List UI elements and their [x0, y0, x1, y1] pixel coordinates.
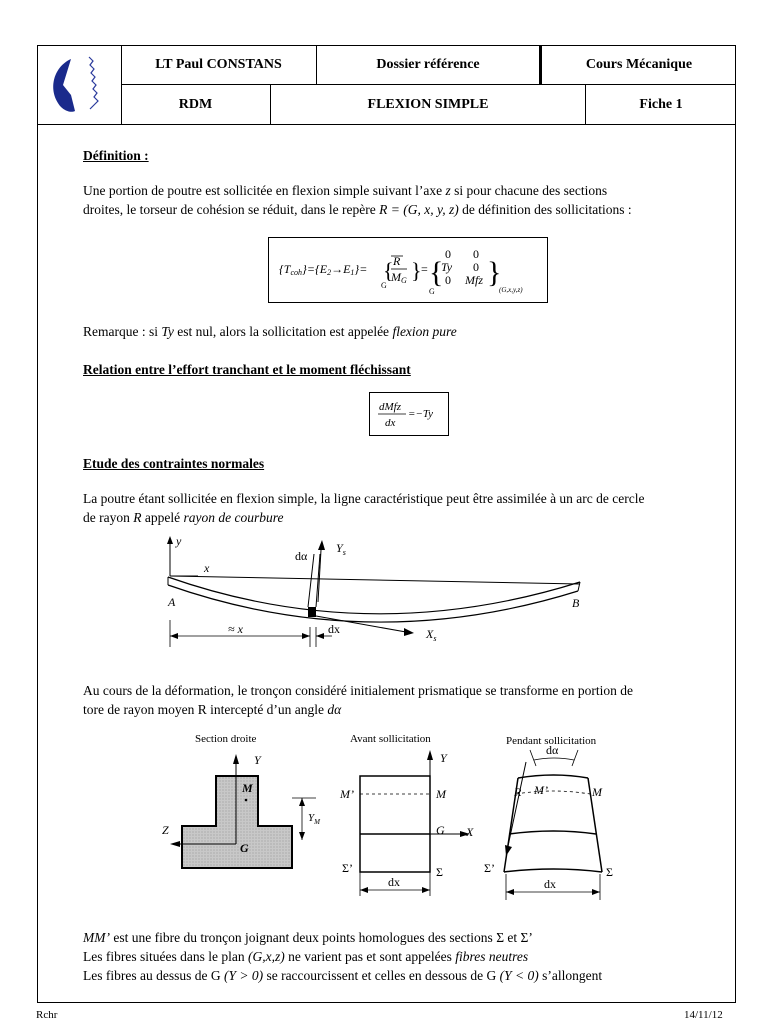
- normal-stress-heading: Etude des contraintes normales: [83, 456, 265, 471]
- svg-text:Y: Y: [440, 751, 447, 765]
- subject-cell: RDM: [121, 85, 271, 124]
- svg-text:dx: dx: [385, 417, 396, 429]
- remark-text: Remarque : si Ty est nul, alors la sollicitation est appelée flexion pure: [83, 324, 457, 339]
- svg-text:G: G: [436, 823, 445, 837]
- svg-text:M’: M’: [340, 787, 354, 801]
- svg-text:0: 0: [445, 273, 451, 287]
- svg-text:G: G: [240, 841, 249, 855]
- section-figure: [150, 726, 630, 916]
- svg-text:Z: Z: [162, 823, 169, 837]
- cohesion-torsor-formula: [268, 237, 548, 303]
- svg-text:dMfz: dMfz: [379, 401, 401, 413]
- beam-figure: [150, 532, 600, 672]
- svg-text:}: }: [411, 258, 422, 283]
- svg-text:X: X: [466, 825, 474, 839]
- svg-text:Ty: Ty: [441, 260, 453, 274]
- svg-text:{Tcoh}={E2→E1}=: {Tcoh}={E2→E1}=: [279, 262, 368, 277]
- svg-text:Σ: Σ: [436, 865, 443, 879]
- svg-text:0: 0: [473, 247, 479, 261]
- svg-text:Section droite: Section droite: [195, 733, 257, 745]
- svg-text:G: G: [381, 281, 387, 290]
- svg-text:x: x: [204, 561, 210, 575]
- svg-text:YM: $Y_M$: [308, 812, 320, 826]
- svg-text:M: M: [242, 781, 253, 795]
- normal-stress-text: La poutre étant sollicitée en flexion simple, la ligne caractéristique peut être assimilée à un arc de cercle de rayon R appelé rayon de courbure: [83, 491, 645, 525]
- svg-text:0: 0: [473, 260, 479, 274]
- svg-text:Mfz: Mfz: [465, 273, 483, 287]
- svg-text:R: R: [393, 254, 401, 268]
- conclusion-text: MM’ est une fibre du tronçon joignant deux points homologues des sections Σ et Σ’ Les fibres situées dans le plan (G,x,z) ne varient pas et sont appelées fibres neutres Les fibres au dessus de G (Y > 0) se raccourcissent et celles en dessous de G (Y < 0) s’allongent: [83, 930, 603, 983]
- dossier-cell: Dossier référence: [317, 45, 540, 85]
- svg-text:Σ’: Σ’: [484, 861, 495, 875]
- footer-date: 14/11/12: [684, 1009, 723, 1021]
- svg-text:=: =: [421, 262, 428, 276]
- svg-text:=−Ty: =−Ty: [408, 408, 434, 420]
- svg-text:dx: dx: [328, 622, 340, 636]
- svg-text:{: {: [383, 258, 394, 283]
- svg-text:M’: M’: [534, 783, 548, 797]
- svg-text:(G,x,y,z): (G,x,y,z): [499, 286, 523, 294]
- svg-text:G: G: [429, 287, 435, 296]
- svg-text:≈ x: ≈ x: [228, 622, 243, 636]
- svg-text:dx: dx: [388, 875, 400, 889]
- svg-text:dα: dα: [546, 743, 559, 757]
- svg-text:y: y: [176, 534, 182, 548]
- svg-text:M: M: [592, 785, 602, 799]
- svg-text:Ys: $Y_s$: [336, 541, 346, 557]
- relation-heading: Relation entre l’effort tranchant et le moment fléchissant: [83, 362, 411, 377]
- svg-text:MG: MG: [391, 270, 407, 285]
- svg-text:dx: dx: [544, 877, 556, 891]
- footer-author: Rchr: [36, 1009, 58, 1021]
- svg-text:Xs: $X_s$: [426, 627, 437, 643]
- svg-text:Σ: Σ: [606, 865, 613, 879]
- svg-text:Pendant sollicitation: Pendant sollicitation: [506, 735, 597, 747]
- school-cell: LT Paul CONSTANS: [121, 45, 317, 85]
- relation-formula: [369, 392, 449, 436]
- svg-text:M: M: [436, 787, 446, 801]
- svg-text:}: }: [487, 256, 502, 289]
- definition-heading: Définition :: [83, 148, 149, 163]
- sheet-cell: Fiche 1: [639, 96, 683, 112]
- header-table: [37, 45, 736, 125]
- svg-text:Σ’: Σ’: [342, 861, 353, 875]
- svg-text:B: B: [572, 596, 580, 610]
- svg-text:Avant sollicitation: Avant sollicitation: [350, 733, 431, 745]
- svg-text:{: {: [429, 256, 444, 289]
- svg-text:dα: dα: [295, 549, 308, 563]
- svg-text:A: A: [168, 595, 176, 609]
- course-cell: Cours Mécanique: [540, 45, 736, 85]
- svg-text:R: R: [514, 785, 522, 799]
- title-cell: FLEXION SIMPLE: [271, 85, 586, 124]
- deformation-text: Au cours de la déformation, le tronçon considéré initialement prismatique se transforme en portion de tore de rayon moyen R intercepté d’un angle dα: [83, 683, 633, 717]
- definition-text: Une portion de poutre est sollicitée en flexion simple suivant l’axe z si pour chacune des sections droites, le torseur de cohésion se réduit, dans le repère R = (G, x, y, z) de définition des sollicitations :: [83, 183, 632, 217]
- svg-text:Y: Y: [254, 753, 261, 767]
- logo: [37, 45, 122, 124]
- svg-text:0: 0: [445, 247, 451, 261]
